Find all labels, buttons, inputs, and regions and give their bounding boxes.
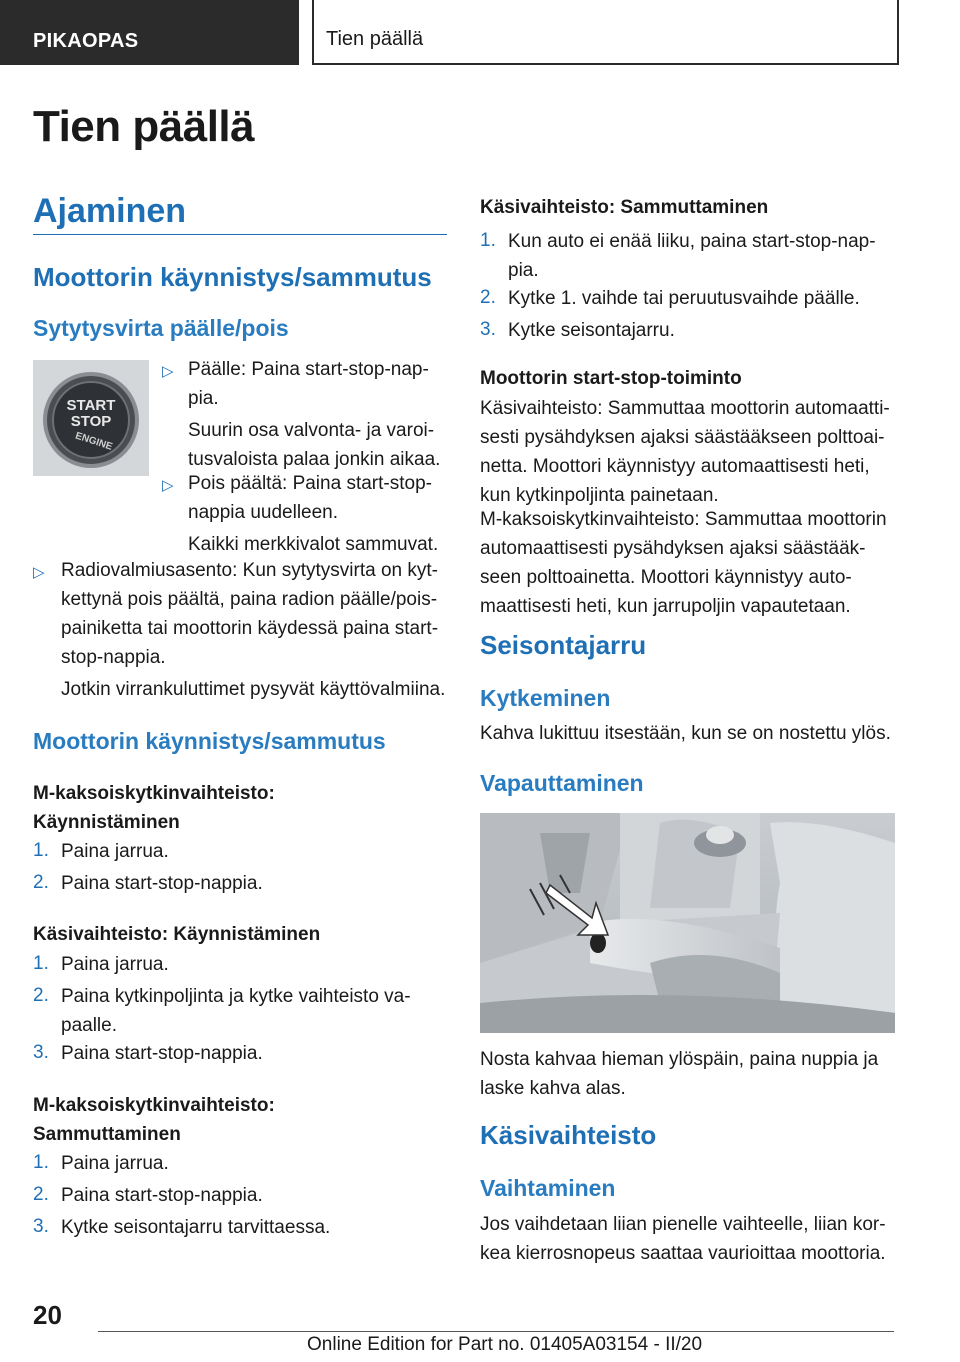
page-number: 20 bbox=[33, 1300, 62, 1330]
handbrake-release-image bbox=[480, 813, 895, 1033]
page-title: Tien päällä bbox=[33, 102, 255, 151]
group-title-m-stop: M-kaksoiskytkinvaihteisto: Sammuttaminen bbox=[33, 1095, 275, 1145]
stop-label: STOP bbox=[70, 413, 112, 430]
list-item: Paina jarrua. bbox=[61, 1153, 169, 1174]
triangle-right-icon: ▷ bbox=[162, 477, 174, 494]
triangle-right-icon: ▷ bbox=[162, 363, 174, 380]
list-item: Paina kytkinpoljinta ja kytke vaihteisto va- paalle. bbox=[61, 986, 411, 1036]
group-title-manual-stop: Käsivaihteisto: Sammuttaminen bbox=[480, 197, 769, 218]
heading-vaihtaminen: Vaihtaminen bbox=[480, 1175, 616, 1201]
paragraph-kytkeminen: Kahva lukittuu itsestään, kun se on nostettu ylös. bbox=[480, 723, 891, 744]
list-item: Kun auto ei enää liiku, paina start-stop-nap- pia. bbox=[508, 231, 876, 281]
list-number: 2. bbox=[33, 872, 49, 893]
heading-kasivaihteisto: Käsivaihteisto bbox=[480, 1120, 657, 1150]
footer-rule bbox=[98, 1331, 894, 1332]
bullet-off: Pois päältä: Paina start-stop- nappia uudelleen. Kaikki merkkivalot sammuvat. bbox=[188, 473, 439, 555]
bullet-radio: Radiovalmiusasento: Kun sytytysvirta on kyt- kettynä pois päältä, paina radion päälle/pois- painiketta tai moottorin käydessä paina start- stop-nappia. Jotkin virrankuluttimet pysyvät käyttövalmiina. bbox=[61, 560, 446, 700]
group-title-manual-start: Käsivaihteisto: Käynnistäminen bbox=[33, 924, 321, 945]
header-section-tab bbox=[0, 0, 299, 65]
subheading-start-stop: Moottorin start-stop-toiminto bbox=[480, 368, 742, 389]
heading-ajaminen: Ajaminen bbox=[33, 192, 187, 230]
start-stop-button-image bbox=[33, 360, 149, 476]
paragraph-vaihtaminen: Jos vaihdetaan liian pienelle vaihteelle, liian kor- kea kierrosnopeus saattaa vaurioittaa moottoria. bbox=[480, 1214, 886, 1264]
heading-vapauttaminen: Vapauttaminen bbox=[480, 770, 644, 796]
list-number: 2. bbox=[33, 1184, 49, 1205]
list-number: 3. bbox=[33, 1042, 49, 1063]
list-item: Paina start-stop-nappia. bbox=[61, 873, 263, 894]
heading-kytkeminen: Kytkeminen bbox=[480, 685, 611, 711]
list-number: 1. bbox=[33, 1152, 49, 1173]
paragraph-vapauttaminen: Nosta kahvaa hieman ylöspäin, paina nuppia ja laske kahva alas. bbox=[480, 1049, 879, 1099]
list-number: 1. bbox=[33, 953, 49, 974]
list-item: Paina start-stop-nappia. bbox=[61, 1185, 263, 1206]
header-chapter-label: Tien päällä bbox=[326, 28, 424, 50]
paragraph-start-stop-manual: Käsivaihteisto: Sammuttaa moottorin automaatti- sesti pysähdyksen ajaksi säästääkseen polttoai- netta. Moottori käynnistyy automaattisesti heti, kun kytkinpoljinta painetaan. bbox=[480, 398, 890, 506]
start-label: START bbox=[66, 397, 116, 414]
triangle-right-icon: ▷ bbox=[33, 564, 45, 581]
group-title-m-start: M-kaksoiskytkinvaihteisto: Käynnistäminen bbox=[33, 783, 275, 833]
list-number: 3. bbox=[480, 319, 496, 340]
list-item: Kytke 1. vaihde tai peruutusvaihde päälle. bbox=[508, 288, 860, 309]
footer-edition: Online Edition for Part no. 01405A03154 - II/20 bbox=[307, 1334, 703, 1355]
header-chapter-box bbox=[312, 0, 899, 65]
list-number: 1. bbox=[480, 230, 496, 251]
heading-seisontajarru: Seisontajarru bbox=[480, 630, 647, 660]
heading-moottori-2: Moottorin käynnistys/sammutus bbox=[33, 728, 386, 754]
list-item: Kytke seisontajarru tarvittaessa. bbox=[61, 1217, 331, 1238]
list-number: 3. bbox=[33, 1216, 49, 1237]
engine-label: ENGINE bbox=[73, 430, 114, 453]
list-item: Paina jarrua. bbox=[61, 954, 169, 975]
heading-moottori-1: Moottorin käynnistys/sammutus bbox=[33, 262, 432, 292]
paragraph-start-stop-m: M-kaksoiskytkinvaihteisto: Sammuttaa moottorin automaattisesti pysähdyksen ajaksi säästääk- seen polttoainetta. Moottori käynnistyy auto- maattisesti heti, kun jarrupoljin vapautetaan. bbox=[480, 509, 887, 617]
list-item: Paina jarrua. bbox=[61, 841, 169, 862]
bullet-on: Päälle: Paina start-stop-nap- pia. Suurin osa valvonta- ja varoi- tusvaloista palaa jonkin aikaa. bbox=[188, 359, 441, 470]
list-number: 2. bbox=[480, 287, 496, 308]
heading-sytytysvirta: Sytytysvirta päälle/pois bbox=[33, 315, 289, 341]
list-item: Kytke seisontajarru. bbox=[508, 320, 675, 341]
list-number: 1. bbox=[33, 840, 49, 861]
list-number: 2. bbox=[33, 985, 49, 1006]
heading-rule bbox=[33, 234, 447, 235]
header-section-label: PIKAOPAS bbox=[33, 30, 139, 52]
list-item: Paina start-stop-nappia. bbox=[61, 1043, 263, 1064]
